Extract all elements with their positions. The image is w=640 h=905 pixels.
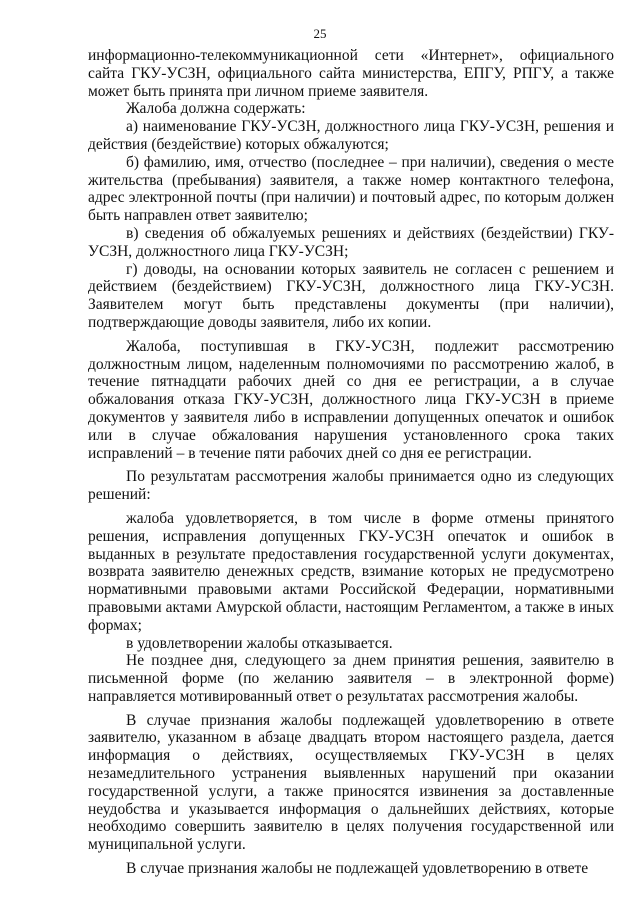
paragraph-complaint-contents-intro: Жалоба должна содержать: [126,100,306,118]
paragraph-unsatisfied-response: В случае признания жалобы не подлежащей удовлетворению в ответе [126,860,589,878]
paragraph-item-a: а) наименование ГКУ-УСЗН, должностного лица ГКУ-УСЗН, решения и действия (бездействие) которых обжалуются; [88,118,614,153]
paragraph-continuation: информационно-телекоммуникационной сети «Интернет», официального сайта ГКУ-УСЗН, официального сайта министерства, ЕПГУ, РПГУ, а также может быть принята при личном приеме заявителя. [88,47,614,100]
paragraph-complaint-satisfied: жалоба удовлетворяется, в том числе в форме отмены принятого решения, исправления допущенных ГКУ-УСЗН опечаток и ошибок в выданных в результате предоставления государственной услуги документах, возврата заявителю денежных средств, взимание которых не предусмотрено нормативными правовыми актами Российской Федерации, нормативными правовыми актами Амурской области, настоящим Регламентом, а также в иных формах; [88,509,614,634]
paragraph-review-period: Жалоба, поступившая в ГКУ-УСЗН, подлежит рассмотрению должностным лицом, наделенным полномочиями по рассмотрению жалоб, в течение пятнадцати рабочих дней со дня ее регистрации, а в случае обжалования отказа ГКУ-УСЗН, должностного лица ГКУ-УСЗН в приеме документов у заявителя либо в исправлении допущенных опечаток и ошибок или в случае обжалования нарушения установленного срока таких исправлений – в течение пяти рабочих дней со дня ее регистрации. [88,337,614,462]
paragraph-response-deadline: Не позднее дня, следующего за днем принятия решения, заявителю в письменной форме (по желанию заявителя – в электронной форме) направляется мотивированный ответ о результатах рассмотрения жалобы. [88,652,614,705]
paragraph-item-v: в) сведения об обжалуемых решениях и действиях (бездействии) ГКУ-УСЗН, должностного лица ГКУ-УСЗН; [88,224,614,260]
page-number: 25 [313,26,327,41]
paragraph-item-b: б) фамилию, имя, отчество (последнее – при наличии), сведения о месте жительства (пребывания) заявителя, а также номер контактного телефона, адрес электронной почты (при наличии) и почтовый адрес, по которым должен быть направлен ответ заявителю; [88,153,614,225]
paragraph-satisfied-response: В случае признания жалобы подлежащей удовлетворению в ответе заявителю, указанном в абзаце двадцать втором настоящего раздела, дается информация о действиях, осуществляемых ГКУ-УСЗН в целях незамедлительного устранения выявленных нарушений при оказании государственной услуги, а также приносятся извинения за доставленные неудобства и указывается информация о дальнейших действиях, которые необходимо совершить заявителю в целях получения государственной или муниципальной услуги. [88,711,614,854]
paragraph-complaint-rejected: в удовлетворении жалобы отказывается. [126,634,393,652]
paragraph-item-g: г) доводы, на основании которых заявитель не согласен с решением и действием (бездействием) ГКУ-УСЗН, должностного лица ГКУ-УСЗН. Заявителем могут быть представлены документы (при наличии), подтверждающие доводы заявителя, либо их копии. [88,260,614,331]
paragraph-review-results: По результатам рассмотрения жалобы принимается одно из следующих решений: [88,468,614,504]
document-body [88,47,614,878]
